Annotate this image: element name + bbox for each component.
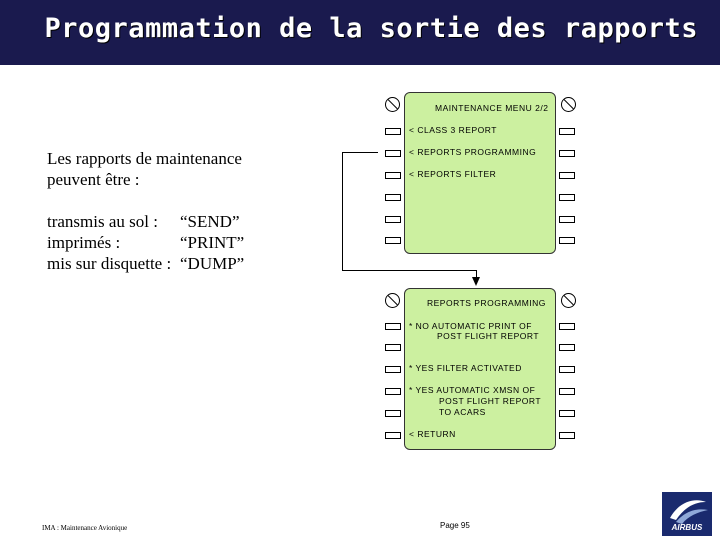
airbus-logo [662, 492, 712, 536]
output-print-label: imprimés : [47, 233, 121, 252]
lsk-3l[interactable] [385, 172, 401, 179]
option-auto-print[interactable]: * NO AUTOMATIC PRINT OF [409, 321, 532, 331]
lsk-2l[interactable] [385, 344, 401, 351]
body-text-line2: peuvent être : [47, 170, 140, 189]
lsk-1r[interactable] [559, 323, 575, 330]
output-print-value: “PRINT” [180, 233, 245, 252]
cdu-maintenance-menu [380, 92, 580, 252]
cdu-screen [404, 92, 556, 254]
logo-text: AIRBUS [671, 523, 703, 532]
lsk-5l[interactable] [385, 216, 401, 223]
option-filter-activated[interactable]: * YES FILTER ACTIVATED [409, 363, 522, 373]
lsk-3r[interactable] [559, 172, 575, 179]
cdu-reports-programming [380, 288, 580, 448]
option-auto-xmsn-cont1: POST FLIGHT REPORT [439, 396, 542, 406]
lsk-4r[interactable] [559, 388, 575, 395]
lsk-1l[interactable] [385, 128, 401, 135]
return-item[interactable]: < RETURN [409, 429, 456, 439]
lsk-6r[interactable] [559, 237, 575, 244]
menu-item-class3-report[interactable]: < CLASS 3 REPORT [409, 125, 497, 135]
output-dump-label: mis sur disquette : [47, 254, 172, 273]
brightness-knob-right-icon[interactable] [561, 97, 576, 112]
page-number: Page 95 [440, 521, 470, 530]
lsk-3r[interactable] [559, 366, 575, 373]
arrow-down-icon [472, 277, 480, 286]
lsk-6r[interactable] [559, 432, 575, 439]
option-auto-xmsn[interactable]: * YES AUTOMATIC XMSN OF [409, 385, 536, 395]
brightness-knob-left-icon[interactable] [385, 97, 400, 112]
output-dump-value: “DUMP” [180, 254, 245, 273]
brightness-knob-left-icon[interactable] [385, 293, 400, 308]
connector-bottom [342, 270, 476, 271]
option-auto-xmsn-cont2: TO ACARS [439, 407, 486, 417]
lsk-1l[interactable] [385, 323, 401, 330]
lsk-2r[interactable] [559, 150, 575, 157]
output-send-value: “SEND” [180, 212, 240, 231]
page-title: Programmation de la sortie des rapports [44, 13, 698, 44]
header-bar [0, 0, 720, 65]
cdu-screen-title: REPORTS PROGRAMMING [427, 298, 546, 308]
footer-course-label: IMA : Maintenance Avionique [42, 524, 128, 532]
menu-item-reports-filter[interactable]: < REPORTS FILTER [409, 169, 497, 179]
lsk-4l[interactable] [385, 388, 401, 395]
lsk-5r[interactable] [559, 216, 575, 223]
body-text-line1: Les rapports de maintenance [47, 149, 242, 168]
brightness-knob-right-icon[interactable] [561, 293, 576, 308]
output-send-label: transmis au sol : [47, 212, 158, 231]
lsk-5l[interactable] [385, 410, 401, 417]
cdu-screen [404, 288, 556, 450]
lsk-6l[interactable] [385, 432, 401, 439]
lsk-5r[interactable] [559, 410, 575, 417]
lsk-4l[interactable] [385, 194, 401, 201]
lsk-3l[interactable] [385, 366, 401, 373]
cdu-screen-title: MAINTENANCE MENU 2/2 [435, 103, 549, 113]
lsk-2r[interactable] [559, 344, 575, 351]
menu-item-reports-programming[interactable]: < REPORTS PROGRAMMING [409, 147, 537, 157]
option-auto-print-cont: POST FLIGHT REPORT [437, 331, 540, 341]
lsk-2l[interactable] [385, 150, 401, 157]
lsk-6l[interactable] [385, 237, 401, 244]
connector-top [342, 152, 378, 153]
lsk-4r[interactable] [559, 194, 575, 201]
lsk-1r[interactable] [559, 128, 575, 135]
connector-vertical [342, 152, 343, 270]
